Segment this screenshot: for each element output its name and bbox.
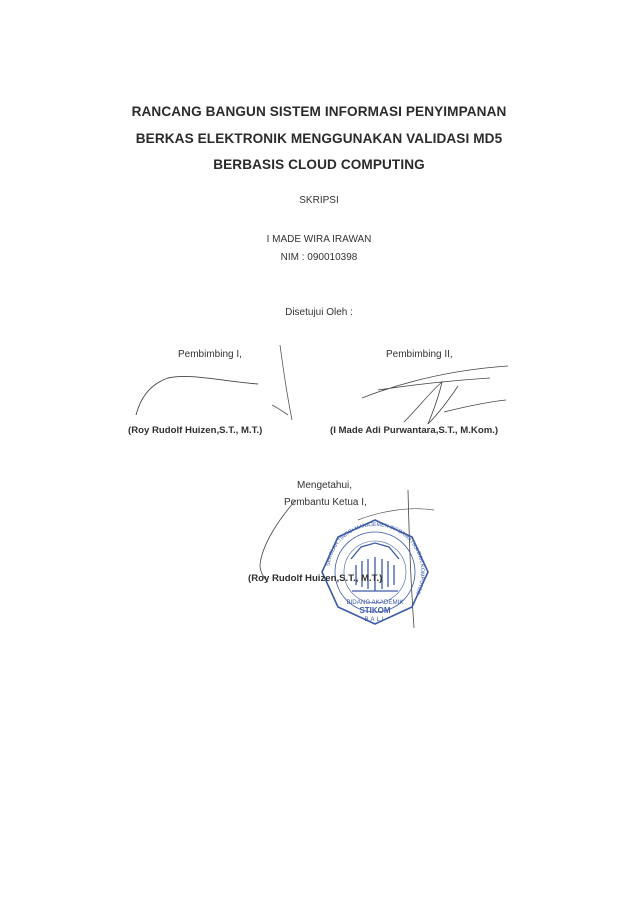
- title-line-2: BERKAS ELEKTRONIK MENGGUNAKAN VALIDASI MD5: [135, 131, 503, 146]
- author-name: I MADE WIRA IRAWAN: [266, 234, 372, 245]
- stamp-line-2: STIKOM: [359, 606, 391, 615]
- vice-chair-name: (Roy Rudolf Huizen,S.T., M.T.): [248, 573, 383, 584]
- acknowledged-label: Mengetahui,: [297, 480, 353, 491]
- stamp-line-1: BIDANG AKADEMIK: [346, 599, 404, 606]
- stamp-line-3: BALI: [364, 617, 386, 623]
- advisor-2-name: (I Made Adi Purwantara,S.T., M.Kom.): [330, 425, 499, 436]
- institution-stamp: [316, 517, 434, 627]
- advisor-2-label: Pembimbing II,: [386, 349, 453, 360]
- document-type: SKRIPSI: [299, 195, 339, 206]
- title-line-1: RANCANG BANGUN SISTEM INFORMASI PENYIMPANAN: [131, 104, 507, 119]
- stamp-ring-text: SEKOLAH TINGGI MANAJEMEN INFORMATIKA DAN KOMPUTER: [325, 521, 426, 596]
- title-line-3: BERBASIS CLOUD COMPUTING: [213, 157, 425, 172]
- approved-by-label: Disetujui Oleh :: [285, 307, 353, 318]
- acknowledged-role: Pembantu Ketua I,: [284, 497, 367, 508]
- advisor-1-label: Pembimbing I,: [178, 349, 242, 360]
- advisor-1-name: (Roy Rudolf Huizen,S.T., M.T.): [128, 425, 263, 436]
- advisor-2-signature: [358, 360, 518, 430]
- student-id: NIM : 090010398: [280, 252, 358, 263]
